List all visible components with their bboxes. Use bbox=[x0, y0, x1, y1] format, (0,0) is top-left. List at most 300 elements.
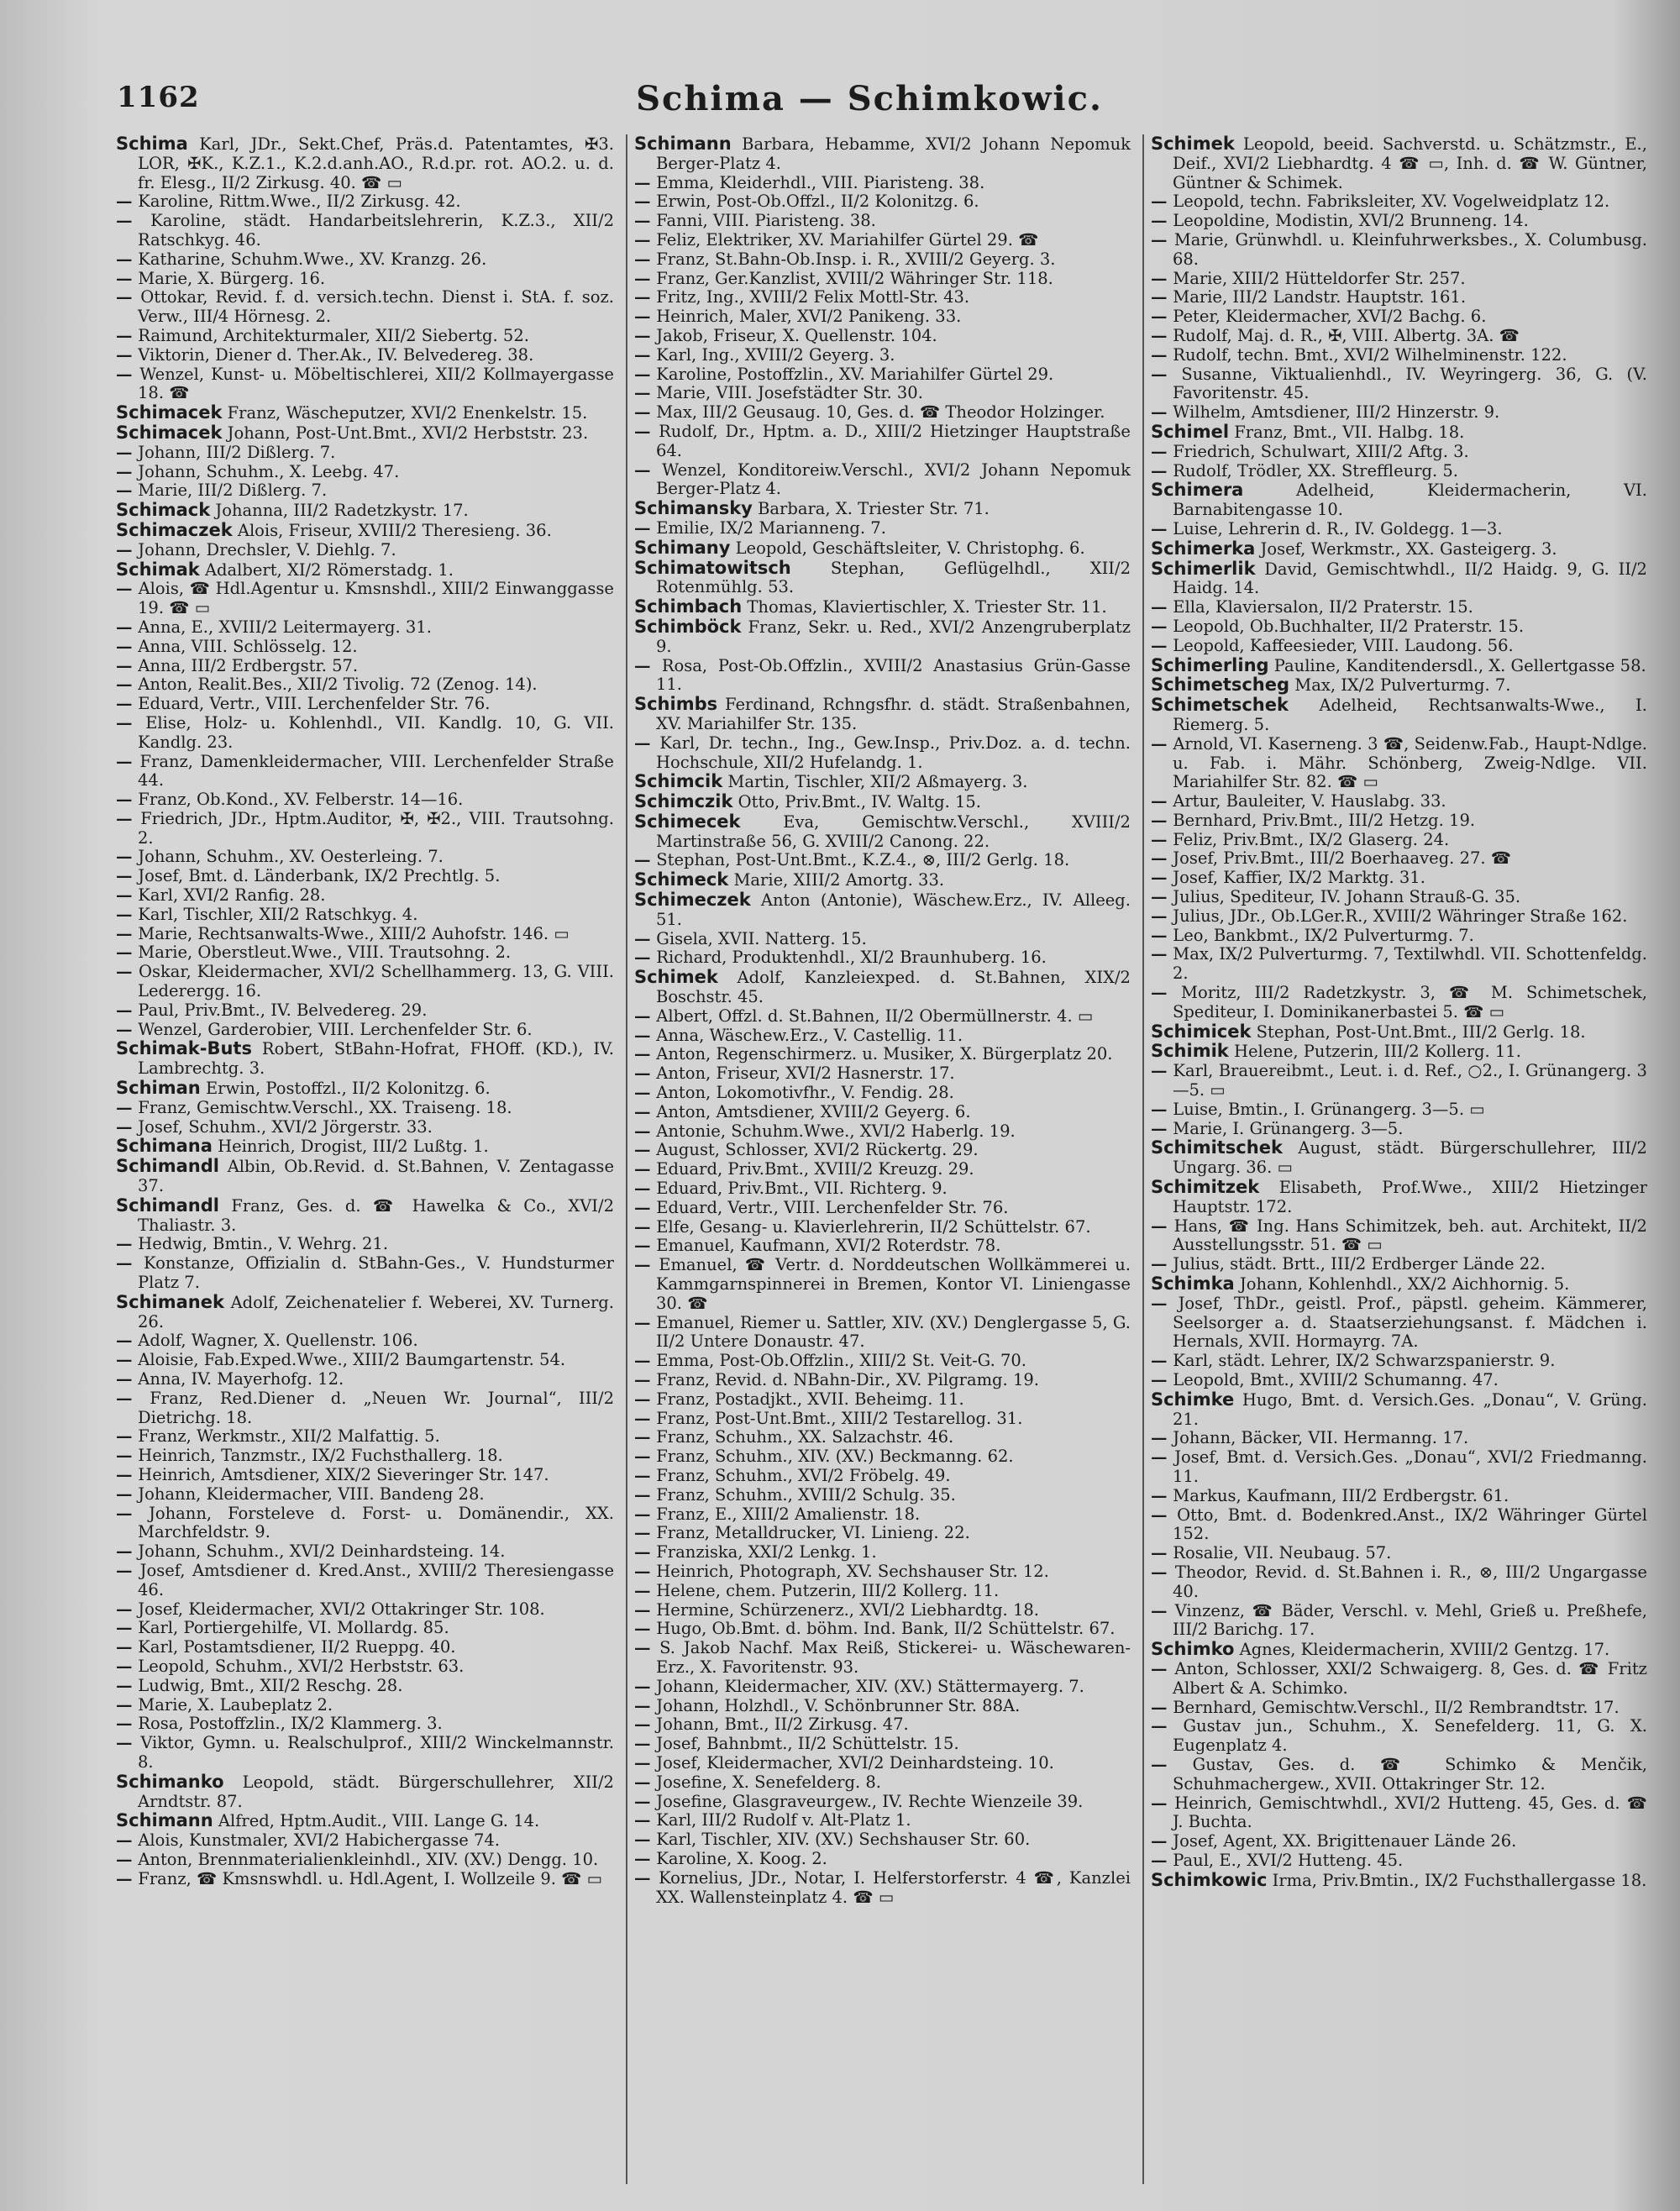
entry-text: Franz, Wäscheputzer, XVI/2 Enenkelstr. 15. bbox=[227, 403, 588, 423]
entry-text: Paul, Priv.Bmt., IV. Belvedereg. 29. bbox=[138, 1000, 428, 1020]
directory-entry bbox=[634, 657, 1131, 696]
entry-surname: Schimann bbox=[633, 134, 732, 154]
entry-text: Franz, Post-Unt.Bmt., XIII/2 Testarellog. 31. bbox=[656, 1408, 1023, 1428]
continuation-dash: — bbox=[633, 1561, 657, 1581]
continuation-dash: — bbox=[116, 1446, 139, 1466]
directory-entry bbox=[116, 1677, 614, 1696]
entry-text: Elisabeth, Prof.Wwe., XIII/2 Hietzinger Hauptstr. 172. bbox=[1172, 1178, 1647, 1216]
entry-text: Emma, Kleiderhdl., VIII. Piaristeng. 38. bbox=[656, 172, 985, 192]
continuation-dash: — bbox=[633, 1752, 657, 1772]
directory-entry bbox=[1151, 134, 1647, 192]
directory-entry bbox=[116, 541, 614, 560]
entry-surname: Schimerka bbox=[1150, 538, 1256, 559]
entry-text: Albin, Ob.Revid. d. St.Bahnen, V. Zentagasse 37. bbox=[138, 1157, 614, 1196]
entry-text: Feliz, Elektriker, XV. Mariahilfer Gürtel 29. ☎ bbox=[656, 229, 1039, 249]
entry-text: Heinrich, Amtsdiener, XIX/2 Sieveringer Str. 147. bbox=[138, 1464, 549, 1484]
entry-text: Franz, Schuhm., XVI/2 Fröbelg. 49. bbox=[656, 1465, 951, 1485]
continuation-dash: — bbox=[1150, 1716, 1184, 1736]
continuation-dash: — bbox=[116, 1000, 139, 1020]
directory-entry bbox=[634, 948, 1131, 968]
directory-entry bbox=[116, 560, 614, 580]
entry-text: Raimund, Architekturmaler, XII/2 Siebertg. 52. bbox=[138, 325, 529, 345]
directory-entry bbox=[634, 1467, 1131, 1486]
entry-text: Anton (Antonie), Wäschew.Erz., IV. Alleeg. 51. bbox=[655, 890, 1131, 929]
entry-surname: Schimek bbox=[633, 967, 718, 988]
entry-surname: Schimany bbox=[633, 537, 731, 558]
entry-text: Emanuel, ☎ Vertr. d. Norddeutschen Wollkämmerei u. Kammgarnspinnerei in Bremen, Kontor VI. Liniengasse 30. ☎ bbox=[655, 1255, 1131, 1313]
continuation-dash: — bbox=[633, 1427, 657, 1447]
directory-entry bbox=[634, 461, 1131, 500]
directory-entry bbox=[1151, 617, 1647, 637]
directory-entry bbox=[116, 1370, 614, 1389]
entry-text: Moritz, III/2 Radetzkystr. 3, ☎ M. Schimetschek, Spediteur, I. Dominikanerbastei 5. ☎ ▭ bbox=[1172, 983, 1647, 1021]
directory-entry bbox=[116, 403, 614, 423]
continuation-dash: — bbox=[633, 1006, 657, 1026]
directory-entry bbox=[634, 1027, 1131, 1046]
entry-text: Anna, Wäschew.Erz., V. Castellig. 11. bbox=[656, 1025, 963, 1045]
continuation-dash: — bbox=[1150, 1428, 1173, 1448]
entry-text: Erwin, Postoffzl., II/2 Kolonitzg. 6. bbox=[205, 1079, 491, 1099]
entry-text: Stephan, Geflügelhdl., XII/2 Rotenmühlg. 53. bbox=[655, 558, 1131, 597]
directory-entry bbox=[1151, 1506, 1647, 1545]
directory-entry bbox=[116, 1331, 614, 1351]
entry-text: Erwin, Post-Ob.Offzl., II/2 Kolonitzg. 6. bbox=[656, 192, 979, 212]
continuation-dash: — bbox=[116, 712, 146, 733]
continuation-dash: — bbox=[633, 229, 657, 249]
continuation-dash: — bbox=[633, 211, 657, 231]
directory-entry bbox=[1151, 1871, 1647, 1891]
entry-text: Josefine, Glasgraveurgew., IV. Rechte Wienzeile 39. bbox=[656, 1791, 1084, 1811]
continuation-dash: — bbox=[633, 325, 657, 345]
continuation-dash: — bbox=[633, 1638, 660, 1658]
continuation-dash: — bbox=[633, 1159, 657, 1179]
entry-text: Anton, Schlosser, XXI/2 Schwaigerg. 8, Ges. d. ☎ Fritz Albert & A. Schimko. bbox=[1172, 1658, 1647, 1698]
entry-text: Anna, VIII. Schlösselg. 12. bbox=[138, 636, 358, 656]
directory-entry bbox=[634, 1524, 1131, 1543]
entry-text: Feliz, Priv.Bmt., IX/2 Glaserg. 24. bbox=[1173, 829, 1450, 849]
entry-text: Franziska, XXI/2 Lenkg. 1. bbox=[656, 1542, 877, 1562]
continuation-dash: — bbox=[1150, 887, 1173, 907]
entry-text: Friedrich, JDr., Hptm.Auditor, ✠, ✠2., VIII. Trautsohng. 2. bbox=[138, 808, 614, 848]
directory-entry bbox=[116, 1235, 614, 1254]
directory-entry bbox=[116, 1657, 614, 1677]
continuation-dash: — bbox=[1150, 344, 1173, 365]
continuation-dash: — bbox=[116, 904, 139, 924]
directory-entry bbox=[1151, 1563, 1647, 1602]
directory-entry bbox=[1151, 1756, 1647, 1794]
entry-text: Max, IX/2 Pulverturmg. 7, Textilwhdl. VII. Schottenfeldg. 2. bbox=[1172, 944, 1647, 984]
entry-text: Antonie, Schuhm.Wwe., XVI/2 Haberlg. 19. bbox=[656, 1121, 1016, 1141]
continuation-dash: — bbox=[633, 1867, 659, 1888]
directory-entry bbox=[1151, 365, 1647, 404]
entry-surname: Schimacek bbox=[116, 402, 223, 423]
entry-text: Marie, X. Laubeplatz 2. bbox=[138, 1694, 333, 1715]
entry-text: Rudolf, Dr., Hptm. a. D., XIII/2 Hietzinger Hauptstraße 64. bbox=[655, 421, 1131, 460]
continuation-dash: — bbox=[1150, 211, 1173, 231]
entry-text: Leopold, Bmt., XVIII/2 Schumanng. 47. bbox=[1173, 1370, 1499, 1389]
continuation-dash: — bbox=[116, 694, 139, 714]
entry-text: Franz, St.Bahn-Ob.Insp. i. R., XVIII/2 Geyerg. 3. bbox=[656, 249, 1056, 269]
entry-text: Agnes, Kleidermacherin, XVIII/2 Gentzg. 17. bbox=[1239, 1640, 1610, 1660]
continuation-dash: — bbox=[116, 923, 139, 943]
entry-text: Marie, III/2 Dißlerg. 7. bbox=[138, 481, 328, 501]
continuation-dash: — bbox=[1150, 460, 1173, 481]
entry-text: Franz, ☎ Kmsnswhdl. u. Hdl.Agent, I. Wollzeile 9. ☎ ▭ bbox=[138, 1868, 603, 1888]
entry-text: Karl, städt. Lehrer, IX/2 Schwarzspanierstr. 9. bbox=[1173, 1351, 1556, 1371]
directory-entry bbox=[1151, 288, 1647, 307]
directory-entry bbox=[1151, 443, 1647, 462]
entry-text: Alois, ☎ Hdl.Agentur u. Kmsnshdl., XIII/2 Einwanggasse 19. ☎ ▭ bbox=[138, 579, 614, 618]
continuation-dash: — bbox=[1150, 1099, 1173, 1119]
directory-entry bbox=[634, 1122, 1131, 1142]
continuation-dash: — bbox=[633, 1197, 657, 1217]
directory-entry bbox=[1151, 1448, 1647, 1487]
entry-text: Max, IX/2 Pulverturmg. 7. bbox=[1294, 675, 1511, 696]
directory-entry bbox=[634, 1620, 1131, 1639]
continuation-dash: — bbox=[633, 1447, 657, 1467]
directory-entry bbox=[1151, 539, 1647, 559]
continuation-dash: — bbox=[633, 1484, 657, 1505]
continuation-dash: — bbox=[1150, 1447, 1175, 1468]
entry-text: Emilie, IX/2 Marianneng. 7. bbox=[656, 517, 886, 538]
entry-text: August, Schlosser, XVI/2 Rückertg. 29. bbox=[656, 1140, 979, 1160]
directory-entry bbox=[634, 1141, 1131, 1160]
continuation-dash: — bbox=[116, 1714, 139, 1734]
directory-entry bbox=[116, 1196, 614, 1236]
directory-entry bbox=[116, 1099, 614, 1118]
continuation-dash: — bbox=[633, 1465, 657, 1485]
entry-text: Stephan, Post-Unt.Bmt., K.Z.4., ⊗, III/2 Gerlg. 18. bbox=[656, 850, 1070, 870]
entry-surname: Schimka bbox=[1150, 1274, 1235, 1295]
continuation-dash: — bbox=[633, 383, 657, 403]
directory-entry bbox=[634, 1754, 1131, 1773]
entry-text: Eduard, Vertr., VIII. Lerchenfelder Str. 76. bbox=[138, 694, 491, 714]
entry-text: Franz, Werkmstr., XII/2 Malfattig. 5. bbox=[138, 1426, 440, 1447]
directory-entry bbox=[1151, 1794, 1647, 1833]
directory-entry bbox=[116, 327, 614, 346]
entry-text: Anna, E., XVIII/2 Leitermayerg. 31. bbox=[138, 617, 432, 637]
directory-entry bbox=[1151, 1851, 1647, 1871]
directory-entry bbox=[1151, 869, 1647, 888]
directory-entry bbox=[1151, 307, 1647, 327]
entry-text: Anton, Amtsdiener, XVIII/2 Geyerg. 6. bbox=[656, 1101, 971, 1121]
directory-entry bbox=[116, 1389, 614, 1428]
entry-text: Karl, Tischler, XII/2 Ratschkyg. 4. bbox=[138, 904, 418, 924]
directory-entry bbox=[116, 1831, 614, 1851]
entry-text: Leopold, Schuhm., XVI/2 Herbststr. 63. bbox=[138, 1656, 465, 1676]
continuation-dash: — bbox=[633, 172, 657, 192]
continuation-dash: — bbox=[633, 1063, 657, 1084]
entry-text: Martin, Tischler, XII/2 Aßmayerg. 3. bbox=[727, 772, 1028, 792]
entry-text: Otto, Priv.Bmt., IV. Waltg. 15. bbox=[738, 792, 981, 812]
directory-entry bbox=[116, 1001, 614, 1021]
entry-text: Franz, Schuhm., XVIII/2 Schulg. 35. bbox=[656, 1484, 956, 1505]
directory-entry bbox=[1151, 346, 1647, 365]
directory-entry bbox=[634, 212, 1131, 231]
entry-text: Viktor, Gymn. u. Realschulprof., XIII/2 Winckelmannstr. 8. bbox=[138, 1733, 614, 1772]
entry-text: Elise, Holz- u. Kohlenhdl., VII. Kandlg. 10, G. VII. Kandlg. 23. bbox=[138, 712, 614, 752]
entry-text: Franz, Damenkleidermacher, VIII. Lerchenfelder Straße 44. bbox=[138, 751, 614, 790]
continuation-dash: — bbox=[1150, 1293, 1179, 1313]
entry-text: Marie, Grünwhdl. u. Kleinfuhrwerksbes., X. Columbusg. 68. bbox=[1172, 229, 1647, 269]
directory-entry bbox=[116, 753, 614, 791]
directory-entry bbox=[116, 943, 614, 963]
continuation-dash: — bbox=[1150, 1697, 1173, 1717]
entry-text: Johann, Bäcker, VII. Hermanng. 17. bbox=[1173, 1428, 1469, 1448]
entry-text: Alois, Kunstmaler, XVI/2 Habichergasse 74. bbox=[138, 1830, 500, 1851]
entry-text: Adolf, Wagner, X. Quellenstr. 106. bbox=[138, 1331, 418, 1351]
entry-text: Oskar, Kleidermacher, XVI/2 Schellhammerg. 13, G. VIII. Lederergg. 16. bbox=[138, 962, 614, 1001]
directory-entry bbox=[634, 1064, 1131, 1084]
directory-entry bbox=[634, 1601, 1131, 1620]
running-head: Schima — Schimkowic. bbox=[636, 79, 1103, 118]
entry-text: Viktorin, Diener d. Ther.Ak., IV. Belvedereg. 38. bbox=[138, 344, 534, 365]
continuation-dash: — bbox=[116, 579, 139, 599]
entry-text: Adelheid, Rechtsanwalts-Wwe., I. Riemerg. 5. bbox=[1172, 696, 1647, 734]
continuation-dash: — bbox=[633, 1389, 657, 1409]
directory-entry bbox=[1151, 1100, 1647, 1120]
directory-entry bbox=[634, 870, 1131, 890]
directory-entry bbox=[1151, 598, 1647, 617]
directory-entry bbox=[634, 617, 1131, 657]
entry-text: Irma, Priv.Bmtin., IX/2 Fuchsthallergasse 18. bbox=[1272, 1870, 1647, 1890]
continuation-dash: — bbox=[116, 866, 139, 886]
continuation-dash: — bbox=[116, 751, 140, 771]
entry-surname: Schimera bbox=[1150, 480, 1244, 501]
continuation-dash: — bbox=[633, 733, 660, 753]
entry-text: Franz, Postadjkt., XVII. Beheimg. 11. bbox=[656, 1389, 964, 1409]
entry-surname: Schimetscheg bbox=[1150, 675, 1290, 696]
directory-entry bbox=[1151, 1255, 1647, 1274]
entry-text: Eduard, Priv.Bmt., VII. Richterg. 9. bbox=[656, 1179, 948, 1199]
directory-entry bbox=[634, 288, 1131, 307]
directory-entry bbox=[1151, 1640, 1647, 1660]
continuation-dash: — bbox=[633, 249, 657, 269]
directory-entry bbox=[1151, 811, 1647, 831]
continuation-dash: — bbox=[633, 1236, 657, 1256]
continuation-dash: — bbox=[1150, 1562, 1175, 1582]
continuation-dash: — bbox=[116, 1369, 139, 1389]
continuation-dash: — bbox=[1150, 1351, 1173, 1371]
continuation-dash: — bbox=[633, 948, 657, 968]
entry-text: Franz, Ger.Kanzlist, XVIII/2 Währinger Str. 118. bbox=[656, 268, 1053, 288]
directory-entry bbox=[116, 657, 614, 676]
directory-entry bbox=[634, 1811, 1131, 1830]
entry-text: Anton, Regenschirmerz. u. Musiker, X. Bürgerplatz 20. bbox=[656, 1044, 1113, 1064]
entry-surname: Schimke bbox=[1150, 1389, 1235, 1410]
entry-text: Otto, Bmt. d. Bodenkred.Anst., IX/2 Währinger Gürtel 152. bbox=[1172, 1505, 1647, 1544]
entry-surname: Schimek bbox=[1150, 134, 1235, 154]
directory-entry bbox=[116, 365, 614, 404]
entry-surname: Schimann bbox=[116, 1810, 213, 1831]
directory-entry bbox=[1151, 1120, 1647, 1139]
continuation-dash: — bbox=[1150, 441, 1173, 461]
directory-entry bbox=[634, 134, 1131, 174]
continuation-dash: — bbox=[633, 1351, 657, 1371]
directory-entry bbox=[634, 851, 1131, 870]
entry-text: Josef, Kleidermacher, XVI/2 Ottakringer Str. 108. bbox=[138, 1599, 545, 1619]
directory-entry bbox=[634, 1543, 1131, 1562]
directory-entry bbox=[116, 810, 614, 848]
entry-text: Fanni, VIII. Piaristeng. 38. bbox=[656, 211, 876, 231]
entry-text: Rosa, Postoffzlin., IX/2 Klammerg. 3. bbox=[138, 1714, 443, 1734]
entry-surname: Schimaczek bbox=[116, 519, 233, 540]
entry-text: Rudolf, techn. Bmt., XVI/2 Wilhelminenstr. 122. bbox=[1173, 344, 1567, 365]
entry-surname: Schimko bbox=[1150, 1639, 1235, 1660]
directory-entry bbox=[634, 346, 1131, 365]
entry-text: Hans, ☎ Ing. Hans Schimitzek, beh. aut. Architekt, II/2 Ausstellungsstr. 51. ☎ ▭ bbox=[1172, 1216, 1647, 1255]
directory-entry bbox=[116, 1600, 614, 1620]
directory-entry bbox=[1151, 559, 1647, 599]
entry-text: Marie, VIII. Josefstädter Str. 30. bbox=[656, 383, 923, 403]
directory-entry bbox=[116, 714, 614, 753]
entry-text: Eduard, Vertr., VIII. Lerchenfelder Str. 76. bbox=[656, 1197, 1009, 1217]
entry-text: Karl, Brauereibmt., Leut. i. d. Ref., ○2., I. Grünangerg. 3—5. ▭ bbox=[1172, 1061, 1647, 1100]
directory-entry bbox=[116, 1485, 614, 1505]
entry-text: Albert, Offzl. d. St.Bahnen, II/2 Obermüllnerstr. 4. ▭ bbox=[656, 1006, 1094, 1026]
entry-text: Helene, chem. Putzerin, III/2 Kollerg. 11. bbox=[656, 1580, 1000, 1600]
directory-entry bbox=[634, 1850, 1131, 1869]
continuation-dash: — bbox=[116, 885, 139, 906]
directory-entry bbox=[116, 501, 614, 521]
continuation-dash: — bbox=[116, 1830, 139, 1851]
entry-text: Josef, Bmt. d. Versich.Ges. „Donau“, XVI/2 Friedmanng. 11. bbox=[1172, 1447, 1647, 1486]
directory-entry bbox=[1151, 423, 1647, 443]
directory-entry bbox=[1151, 462, 1647, 481]
directory-entry bbox=[634, 1582, 1131, 1601]
directory-entry bbox=[634, 1084, 1131, 1103]
continuation-dash: — bbox=[1150, 906, 1173, 926]
directory-entry bbox=[634, 734, 1131, 773]
directory-entry bbox=[116, 638, 614, 657]
entry-text: Franz, Metalldrucker, VI. Linieng. 22. bbox=[656, 1523, 970, 1543]
entry-surname: Schimetschek bbox=[1150, 695, 1289, 716]
entry-surname: Schimerlik bbox=[1150, 558, 1256, 579]
directory-entry bbox=[1151, 1062, 1647, 1100]
entry-text: Artur, Bauleiter, V. Hauslabg. 33. bbox=[1173, 791, 1446, 811]
continuation-dash: — bbox=[633, 1791, 657, 1811]
entry-text: Johann, Bmt., II/2 Zirkusg. 47. bbox=[656, 1715, 909, 1735]
entry-text: Kornelius, JDr., Notar, I. Helferstorferstr. 4 ☎, Kanzlei XX. Wallensteinplatz 4. ☎ ▭ bbox=[655, 1867, 1131, 1907]
entry-text: Marie, XIII/2 Amortg. 33. bbox=[733, 870, 945, 890]
directory-entry bbox=[116, 1079, 614, 1099]
continuation-dash: — bbox=[1150, 1658, 1175, 1678]
directory-entry bbox=[1151, 481, 1647, 520]
directory-entry bbox=[634, 1428, 1131, 1447]
directory-entry bbox=[634, 538, 1131, 559]
continuation-dash: — bbox=[116, 1116, 139, 1137]
directory-entry bbox=[634, 327, 1131, 346]
continuation-dash: — bbox=[116, 461, 139, 481]
entry-text: Anton, Realit.Bes., XII/2 Tivolig. 72 (Zenog. 14). bbox=[138, 675, 538, 695]
entry-text: Gisela, XVII. Natterg. 15. bbox=[656, 928, 867, 948]
entry-text: Julius, Spediteur, IV. Johann Strauß-G. 35. bbox=[1173, 887, 1521, 907]
continuation-dash: — bbox=[1150, 925, 1173, 945]
entry-text: Emanuel, Riemer u. Sattler, XIV. (XV.) Denglergasse 5, G. II/2 Untere Donaustr. 47. bbox=[655, 1312, 1131, 1352]
directory-entry bbox=[634, 1735, 1131, 1754]
entry-surname: Schimcik bbox=[633, 771, 723, 792]
continuation-dash: — bbox=[1150, 1831, 1173, 1851]
continuation-dash: — bbox=[633, 268, 657, 288]
directory-entry bbox=[634, 792, 1131, 812]
column-1 bbox=[109, 134, 626, 2184]
continuation-dash: — bbox=[633, 1083, 657, 1103]
directory-entry bbox=[1151, 520, 1647, 539]
continuation-dash: — bbox=[633, 1830, 657, 1850]
continuation-dash: — bbox=[116, 1618, 139, 1638]
directory-entry bbox=[634, 968, 1131, 1007]
continuation-dash: — bbox=[116, 1331, 139, 1351]
continuation-dash: — bbox=[633, 1523, 657, 1543]
entry-text: Ferdinand, Rchngsfhr. d. städt. Straßenbahnen, XV. Mariahilfer Str. 135. bbox=[655, 695, 1131, 733]
directory-entry bbox=[634, 1390, 1131, 1410]
entry-text: Vinzenz, ☎ Bäder, Verschl. v. Mehl, Grieß u. Preßhefe, III/2 Barichg. 17. bbox=[1172, 1600, 1647, 1640]
entry-text: Leopoldine, Modistin, XVI/2 Brunneng. 14. bbox=[1173, 211, 1529, 231]
directory-entry bbox=[116, 1118, 614, 1137]
entry-text: Adalbert, XI/2 Römerstadg. 1. bbox=[204, 559, 454, 580]
directory-entry bbox=[1151, 1274, 1647, 1295]
entry-text: Franz, Gemischtw.Verschl., XX. Traiseng. 18. bbox=[138, 1097, 512, 1117]
entry-text: Ella, Klaviersalon, II/2 Praterstr. 15. bbox=[1173, 597, 1473, 617]
continuation-dash: — bbox=[1150, 229, 1174, 249]
continuation-dash: — bbox=[1150, 635, 1173, 655]
continuation-dash: — bbox=[116, 636, 139, 656]
entry-text: Peter, Kleidermacher, XVI/2 Bachg. 6. bbox=[1173, 307, 1487, 327]
directory-entry bbox=[1151, 192, 1647, 212]
continuation-dash: — bbox=[633, 402, 657, 423]
entry-surname: Schimicek bbox=[1150, 1021, 1252, 1042]
entry-text: Wenzel, Konditoreiw.Verschl., XVI/2 Johann Nepomuk Berger-Platz 4. bbox=[655, 460, 1131, 499]
continuation-dash: — bbox=[1150, 307, 1173, 327]
continuation-dash: — bbox=[116, 943, 139, 963]
entry-surname: Schimecek bbox=[633, 811, 741, 832]
continuation-dash: — bbox=[633, 1504, 657, 1524]
directory-entry bbox=[116, 423, 614, 444]
continuation-dash: — bbox=[1150, 402, 1173, 423]
continuation-dash: — bbox=[116, 211, 151, 231]
directory-entry bbox=[634, 1678, 1131, 1697]
continuation-dash: — bbox=[1150, 1543, 1173, 1563]
continuation-dash: — bbox=[1150, 1061, 1173, 1081]
directory-entry bbox=[1151, 945, 1647, 984]
entry-text: Josef, Priv.Bmt., III/2 Boerhaaveg. 27. ☎ bbox=[1173, 848, 1512, 869]
entry-text: Karl, Dr. techn., Ing., Gew.Insp., Priv.Doz. a. d. techn. Hochschule, XII/2 Hufelandg. 1. bbox=[655, 733, 1131, 772]
directory-entry bbox=[634, 1371, 1131, 1390]
directory-entry bbox=[1151, 1699, 1647, 1718]
entry-surname: Schimak bbox=[116, 559, 200, 580]
entry-surname: Schimitschek bbox=[1150, 1137, 1283, 1158]
continuation-dash: — bbox=[633, 1715, 657, 1735]
entry-surname: Schimitzek bbox=[1150, 1177, 1260, 1198]
continuation-dash: — bbox=[633, 1216, 657, 1237]
entry-text: Friedrich, Schulwart, XIII/2 Aftg. 3. bbox=[1173, 441, 1469, 461]
entry-text: Alfred, Hptm.Audit., VIII. Lange G. 14. bbox=[218, 1811, 540, 1831]
entry-text: Adelheid, Kleidermacherin, VI. Barnabitengasse 10. bbox=[1172, 481, 1647, 520]
continuation-dash: — bbox=[116, 1868, 139, 1888]
entry-text: Richard, Produktenhdl., XI/2 Braunhuberg. 16. bbox=[656, 948, 1047, 968]
entry-text: Johann, III/2 Dißlerg. 7. bbox=[138, 442, 336, 462]
entry-text: Leopold, städt. Bürgerschullehrer, XII/2 Arndtstr. 87. bbox=[138, 1772, 614, 1811]
entry-text: Marie, Rechtsanwalts-Wwe., XIII/2 Auhofstr. 146. ▭ bbox=[138, 923, 570, 943]
entry-surname: Schiman bbox=[116, 1078, 201, 1099]
entry-text: August, städt. Bürgerschullehrer, III/2 Ungarg. 36. ▭ bbox=[1172, 1138, 1647, 1178]
directory-entry bbox=[1151, 1371, 1647, 1390]
entry-surname: Schimansky bbox=[633, 498, 753, 519]
directory-entry bbox=[116, 695, 614, 714]
continuation-dash: — bbox=[633, 1140, 657, 1160]
continuation-dash: — bbox=[116, 675, 139, 695]
entry-text: Luise, Lehrerin d. R., IV. Goldegg. 1—3. bbox=[1173, 518, 1503, 538]
